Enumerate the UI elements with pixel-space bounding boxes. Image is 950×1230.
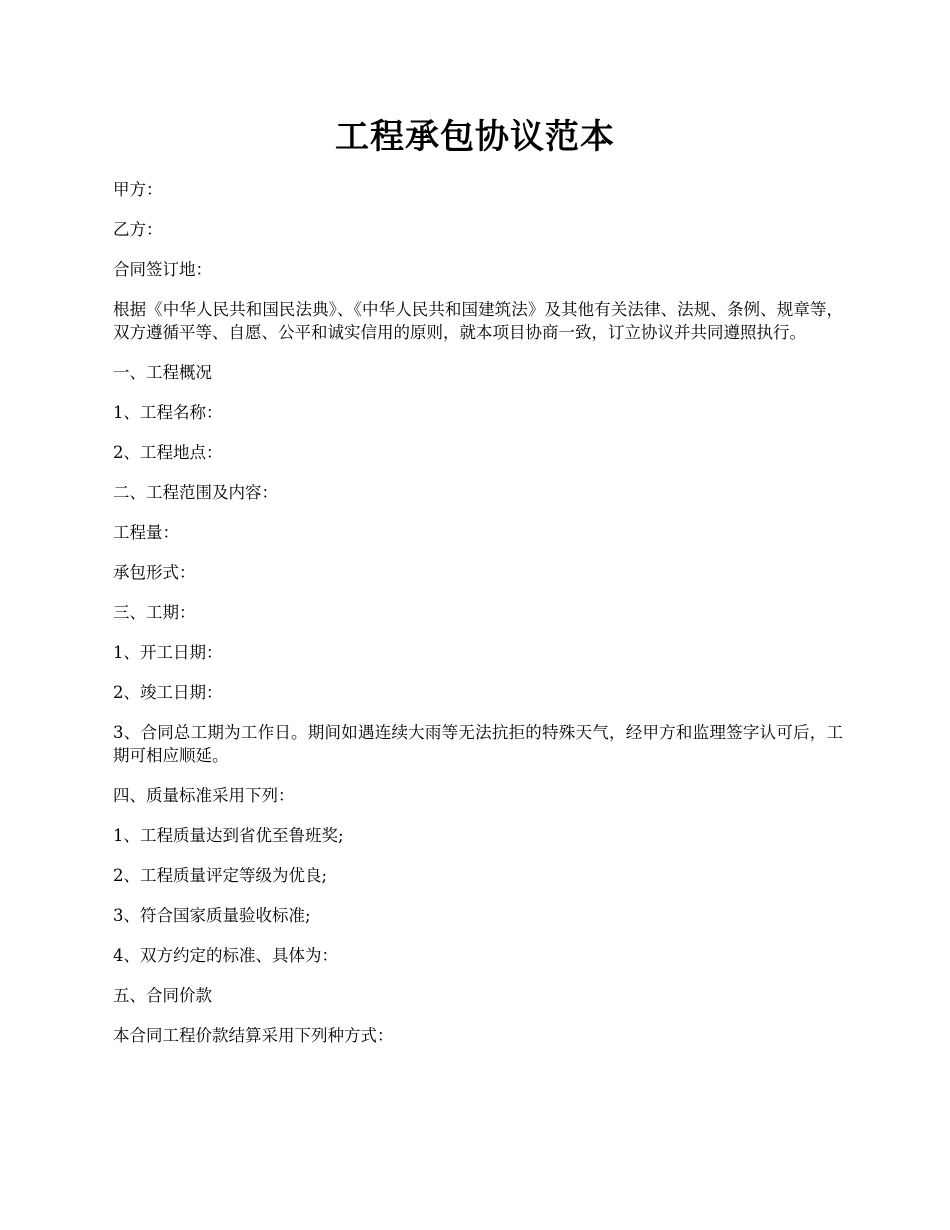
section-2-heading: 二、工程范围及内容：	[113, 483, 278, 502]
contract-form-line: 承包形式：	[113, 563, 196, 582]
section-5-heading: 五、合同价款	[113, 986, 212, 1005]
quality-item-2: 2、工程质量评定等级为优良;	[113, 866, 328, 885]
settlement-method-line: 本合同工程价款结算采用下列种方式：	[113, 1026, 394, 1045]
signing-place-line: 合同签订地：	[113, 260, 212, 279]
section-4-heading: 四、质量标准采用下列：	[113, 786, 295, 805]
document-title: 工程承包协议范本	[335, 117, 615, 157]
project-name-line: 1、工程名称：	[113, 403, 223, 422]
party-b-line: 乙方：	[113, 220, 163, 239]
completion-date-line: 2、竣工日期：	[113, 683, 223, 702]
section-1-heading: 一、工程概况	[113, 363, 212, 382]
quality-item-3: 3、符合国家质量验收标准;	[113, 906, 311, 925]
party-a-line: 甲方：	[113, 180, 163, 199]
document-body	[113, 178, 843, 1064]
quantity-line: 工程量：	[113, 523, 179, 542]
project-location-line: 2、工程地点：	[113, 443, 223, 462]
quality-item-1: 1、工程质量达到省优至鲁班奖;	[113, 826, 344, 845]
preamble-paragraph: 根据《中华人民共和国民法典》、《中华人民共和国建筑法》及其他有关法律、法规、条例、规章等，双方遵循平等、自愿、公平和诚实信用的原则，就本项目协商一致，订立协议并共同遵照执行。	[113, 300, 843, 342]
start-date-line: 1、开工日期：	[113, 643, 223, 662]
quality-item-4: 4、双方约定的标准、具体为：	[113, 946, 338, 965]
section-3-heading: 三、工期：	[113, 603, 196, 622]
total-duration-paragraph: 3、合同总工期为工作日。期间如遇连续大雨等无法抗拒的特殊天气，经甲方和监理签字认可后，工期可相应顺延。	[113, 723, 843, 765]
